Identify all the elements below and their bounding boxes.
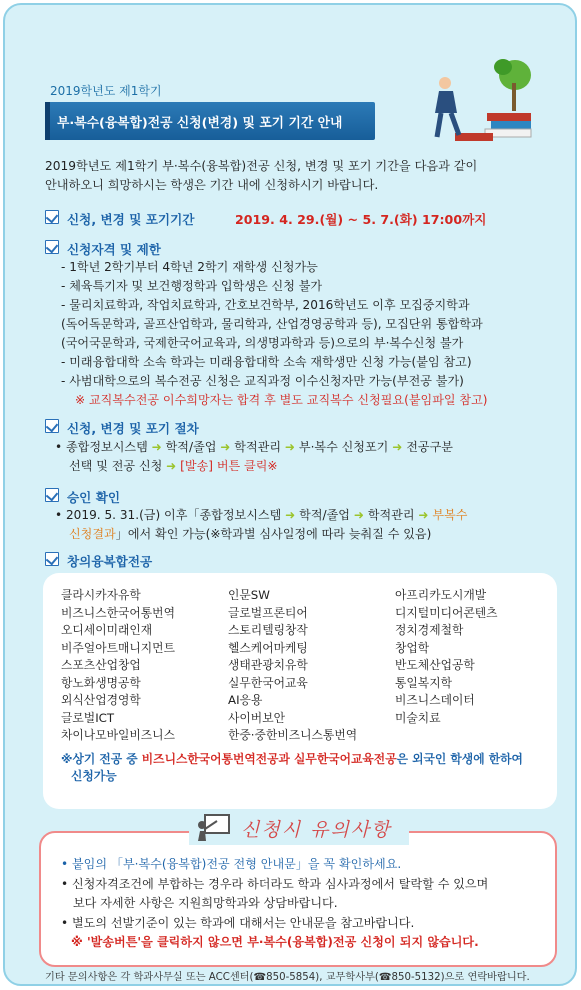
list-item: (독어독문학과, 골프산업학과, 물리학과, 산업경영공학과 등), 모집단위 통합학과 [61, 317, 483, 331]
arrow-right-icon: ➜ [220, 440, 231, 454]
arrow-right-icon: ➜ [353, 508, 364, 522]
list-item: - 사범대학으로의 복수전공 신청은 교직과정 이수신청자만 가능(부전공 불가) [61, 374, 464, 388]
qualification-note: ※ 교직복수전공 이수희망자는 합격 후 별도 교직복수 신청필요(붙임파일 참고) [75, 393, 488, 407]
caution-header [189, 809, 409, 845]
major-item: 헬스케어마케팅 [228, 640, 308, 655]
caution-warning: ※ '발송버튼'을 클릭하지 않으면 부·복수(융복합)전공 신청이 되지 않습니다. [71, 935, 479, 949]
list-item: (국어국문학과, 국제한국어교육과, 의생명과학과 등)으로의 부·복수신청 불가 [61, 336, 464, 350]
notice-panel [3, 3, 577, 986]
checkbox-bullet-icon [45, 552, 59, 566]
major-item: 오디세이미래인재 [61, 623, 153, 637]
checkbox-bullet-icon [45, 419, 59, 433]
arrow-right-icon: ➜ [418, 508, 429, 522]
majors-column [395, 587, 498, 727]
majors-column [61, 587, 175, 745]
text: 학적/졸업 [299, 508, 350, 522]
section-title: 창의융복합전공 [67, 554, 153, 569]
period-value: 2019. 4. 29.(월) ~ 5. 7.(화) 17:00까지 [235, 212, 487, 227]
major-item: 비즈니스한국어통번역 [61, 605, 175, 620]
step: 선택 및 전공 신청 [69, 459, 163, 473]
major-item: 아프리카도시개발 [395, 588, 487, 602]
major-item: 비주얼아트매니지먼트 [61, 640, 175, 655]
major-item: 한중·중한비즈니스통번역 [228, 728, 358, 742]
semester-subtitle: 2019학년도 제1학기 [50, 84, 162, 98]
arrow-right-icon: ➜ [166, 459, 177, 473]
banner-edge [45, 102, 50, 140]
list-item: - 체육특기자 및 보건행정학과 입학생은 신청 불가 [61, 279, 323, 293]
procedure-steps [55, 438, 453, 476]
section-period [45, 209, 565, 227]
major-item: 차이나모바일비즈니스 [61, 728, 175, 742]
major-item: 글로벌프론티어 [228, 605, 308, 620]
major-item: 미술치료 [395, 710, 441, 725]
send-button-instruction: [발송] 버튼 클릭※ [180, 459, 278, 473]
approval-line: • 2019. 5. 31.(금) 이후「종합정보시스템 ➜ 학적/졸업 ➜ 학적관리 ➜ 부복수 [55, 508, 468, 522]
step: 학적/졸업 [165, 440, 217, 454]
text: 신청결과 [69, 527, 116, 541]
major-item: 스토리텔링창작 [228, 623, 308, 637]
text: 신청자격조건에 부합하는 경우라 하더라도 학과 심사과정에서 탈락할 수 있으며 [71, 876, 489, 891]
presenter-icon [195, 811, 233, 843]
footer-contact: 기타 문의사항은 각 학과사무실 또는 ACC센터(☎850-5854), 교무학사부(☎850-5132)으로 연락바랍니다. [45, 972, 530, 983]
section-approval [45, 487, 345, 505]
procedure-line: • 종합정보시스템 ➜ 학적/졸업 ➜ 학적관리 ➜ 부·복수 신청포기 ➜ 전공구분 [55, 440, 453, 454]
major-item: 생태관광치유학 [228, 658, 308, 672]
step: 종합정보시스템 [65, 440, 148, 454]
majors-column [228, 587, 357, 745]
major-item: 디지털미디어콘텐츠 [395, 605, 498, 620]
title-banner [45, 102, 375, 140]
caution-item: • 붙임의 「부·복수(융복합)전공 전형 안내문」을 꼭 확인하세요. [61, 857, 402, 871]
arrow-right-icon: ➜ [284, 440, 296, 454]
intro-line: 안내하오니 희망하시는 학생은 기간 내에 신청하시기 바랍니다. [45, 178, 379, 192]
section-procedure [45, 418, 345, 436]
section-creative [45, 551, 345, 569]
checkbox-bullet-icon [45, 488, 59, 502]
step: 부·복수 신청포기 [298, 440, 389, 454]
text: 별도의 선발기준이 있는 학과에 대해서는 안내문을 참고바랍니다. [71, 915, 415, 930]
caution-title: 신청시 유의사항 [241, 819, 392, 841]
approval-text [55, 506, 467, 544]
section-title: 신청, 변경 및 포기 절차 [67, 421, 199, 436]
intro-text [45, 157, 545, 195]
major-item: 외식산업경영학 [61, 693, 141, 707]
list-item: - 1학년 2학기부터 4학년 2학기 재학생 신청가능 [61, 260, 318, 274]
step: 학적관리 [234, 440, 282, 454]
list-item: - 미래융합대학 소속 학과는 미래융합대학 소속 재학생만 신청 가능(붙임 참고) [61, 355, 472, 369]
section-title: 승인 확인 [67, 490, 121, 505]
major-item: 인문SW [228, 588, 270, 602]
arrow-right-icon: ➜ [392, 440, 403, 454]
intro-line: 2019학년도 제1학기 부·복수(융복합)전공 신청, 변경 및 포기 기간을 다음과 같이 [45, 159, 478, 173]
major-item: 정치경제철학 [395, 623, 464, 637]
major-item: 반도체산업공학 [395, 658, 475, 672]
checkbox-bullet-icon [45, 240, 59, 254]
caution-box [39, 831, 557, 967]
caution-item: • 별도의 선발기준이 있는 학과에 대해서는 안내문을 참고바랍니다. [61, 915, 415, 930]
major-item: 클라시카자유학 [61, 588, 141, 602]
text: 신청가능 [71, 769, 117, 783]
major-item: 통일복지학 [395, 675, 452, 690]
text: 부복수 [432, 508, 468, 522]
list-item: - 물리치료학과, 작업치료학과, 간호보건학부, 2016학년도 이후 모집중지학과 [61, 298, 470, 312]
text: 2019. 5. 31.(금) 이후「종합정보시스템 [65, 508, 282, 522]
major-item: 사이버보안 [228, 710, 285, 725]
banner-title: 부·복수(융복합)전공 신청(변경) 및 포기 기간 안내 [57, 116, 343, 131]
text: ※상기 전공 중 [61, 752, 142, 766]
caution-item: • 신청자격조건에 부합하는 경우라 하더라도 학과 심사과정에서 탈락할 수 있으며 [61, 876, 489, 891]
step: 전공구분 [406, 440, 453, 454]
approval-line [55, 525, 467, 544]
section-qualification [45, 239, 345, 257]
creative-majors-box [43, 573, 557, 809]
major-item: 실무한국어교육 [228, 675, 308, 690]
procedure-line [55, 457, 453, 476]
major-item: 스포츠산업창업 [61, 658, 141, 672]
text: 학적관리 [367, 508, 415, 522]
books-person-illustration-icon [415, 53, 535, 148]
creative-note [61, 751, 551, 785]
arrow-right-icon: ➜ [285, 508, 296, 522]
caution-item: 보다 자세한 사항은 지원희망학과와 상담바랍니다. [73, 896, 338, 910]
arrow-right-icon: ➜ [151, 440, 162, 454]
section-title: 신청, 변경 및 포기기간 [67, 212, 195, 227]
text: 」에서 확인 가능(※학과별 심사일정에 따라 늦춰질 수 있음) [115, 527, 432, 541]
caution-list [61, 855, 488, 953]
checkbox-bullet-icon [45, 210, 59, 224]
major-item: 글로벌ICT [61, 710, 115, 725]
qualification-list [61, 258, 487, 410]
section-title: 신청자격 및 제한 [67, 242, 161, 257]
major-item: 비즈니스데이터 [395, 693, 475, 707]
text: 붙임의 「부·복수(융복합)전공 전형 안내문」을 꼭 확인하세요. [71, 857, 402, 871]
major-item: 항노화생명공학 [61, 675, 141, 690]
major-item: AI응용 [228, 693, 263, 707]
text: 은 외국인 학생에 한하여 [396, 752, 523, 766]
major-item: 창업학 [395, 640, 430, 655]
text: 비즈니스한국어통번역전공과 실무한국어교육전공 [141, 752, 397, 766]
